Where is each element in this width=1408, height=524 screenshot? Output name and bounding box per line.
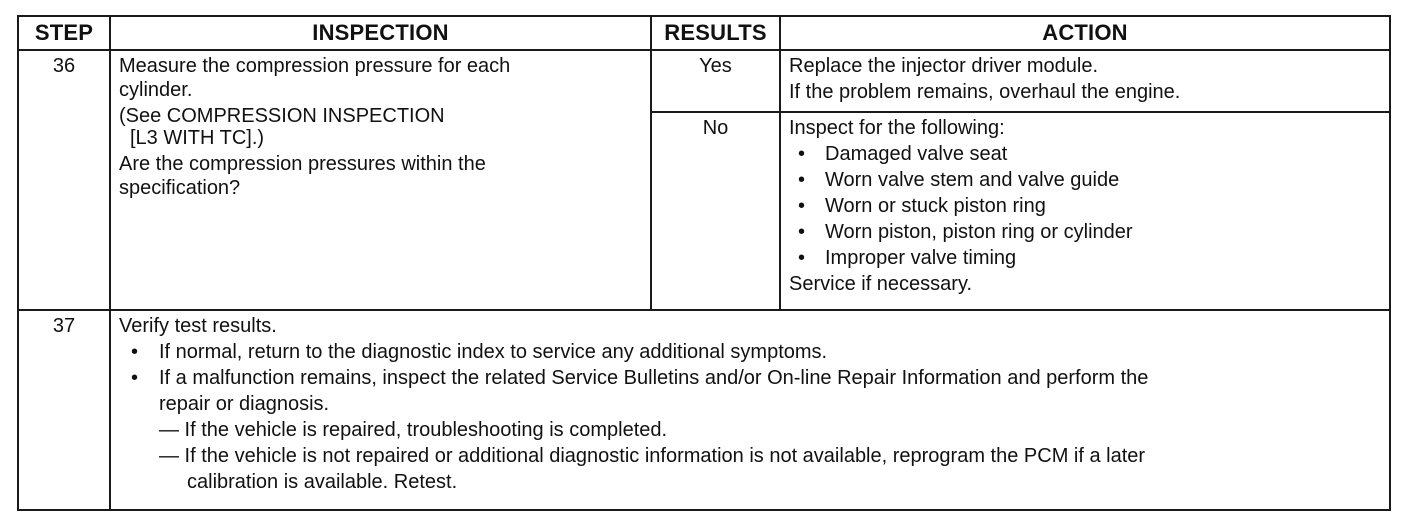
action-no [780, 112, 1390, 310]
step-36-number: 36 [18, 50, 110, 310]
step-37-row [18, 310, 1390, 510]
step-36-inspection [110, 50, 651, 310]
action-line: If the problem remains, overhaul the engine. [789, 81, 1181, 103]
list-item: • Worn valve stem and valve guide [789, 167, 1381, 193]
inspection-line: cylinder. [119, 79, 193, 101]
list-item: • If normal, return to the diagnostic index to service any additional symptoms. [119, 339, 1381, 365]
step-37-content [110, 310, 1390, 510]
list-item: • Worn piston, piston ring or cylinder [789, 219, 1381, 245]
inspect-list [789, 141, 1381, 271]
step-37-list [119, 339, 1381, 417]
header-row [18, 16, 1390, 50]
dash-item-continuation: calibration is available. Retest. [187, 471, 458, 493]
list-item [119, 365, 1381, 417]
list-item: • Worn or stuck piston ring [789, 193, 1381, 219]
action-outro: Service if necessary. [789, 273, 973, 295]
troubleshooting-table [17, 15, 1391, 511]
bullet-text: If a malfunction remains, inspect the related Service Bulletins and/or On-line Repair Information and perform the [159, 367, 1149, 389]
action-intro: Inspect for the following: [789, 117, 1005, 139]
bullet-text: repair or diagnosis. [159, 393, 330, 415]
inspection-question: specification? [119, 177, 241, 199]
dash-item: — If the vehicle is repaired, troubleshooting is completed. [159, 419, 668, 441]
action-yes [780, 50, 1390, 112]
step-header: STEP [18, 16, 110, 50]
step-37-number: 37 [18, 310, 110, 510]
action-header: ACTION [780, 16, 1390, 50]
inspection-line: Measure the compression pressure for each [119, 55, 511, 77]
inspection-header: INSPECTION [110, 16, 651, 50]
step-37-intro: Verify test results. [119, 315, 277, 337]
results-header: RESULTS [651, 16, 780, 50]
result-no: No [651, 112, 780, 310]
inspection-reference: (See COMPRESSION INSPECTION [119, 105, 445, 127]
step-36-yes-row [18, 50, 1390, 112]
troubleshooting-table-container [17, 15, 1389, 512]
list-item: • Improper valve timing [789, 245, 1381, 271]
action-line: Replace the injector driver module. [789, 55, 1099, 77]
inspection-question: Are the compression pressures within the [119, 153, 486, 175]
result-yes: Yes [651, 50, 780, 112]
dash-item: — If the vehicle is not repaired or additional diagnostic information is not available, reprogram the PCM if a later [159, 445, 1146, 467]
list-item: • Damaged valve seat [789, 141, 1381, 167]
inspection-reference: [L3 WITH TC].) [130, 127, 265, 149]
